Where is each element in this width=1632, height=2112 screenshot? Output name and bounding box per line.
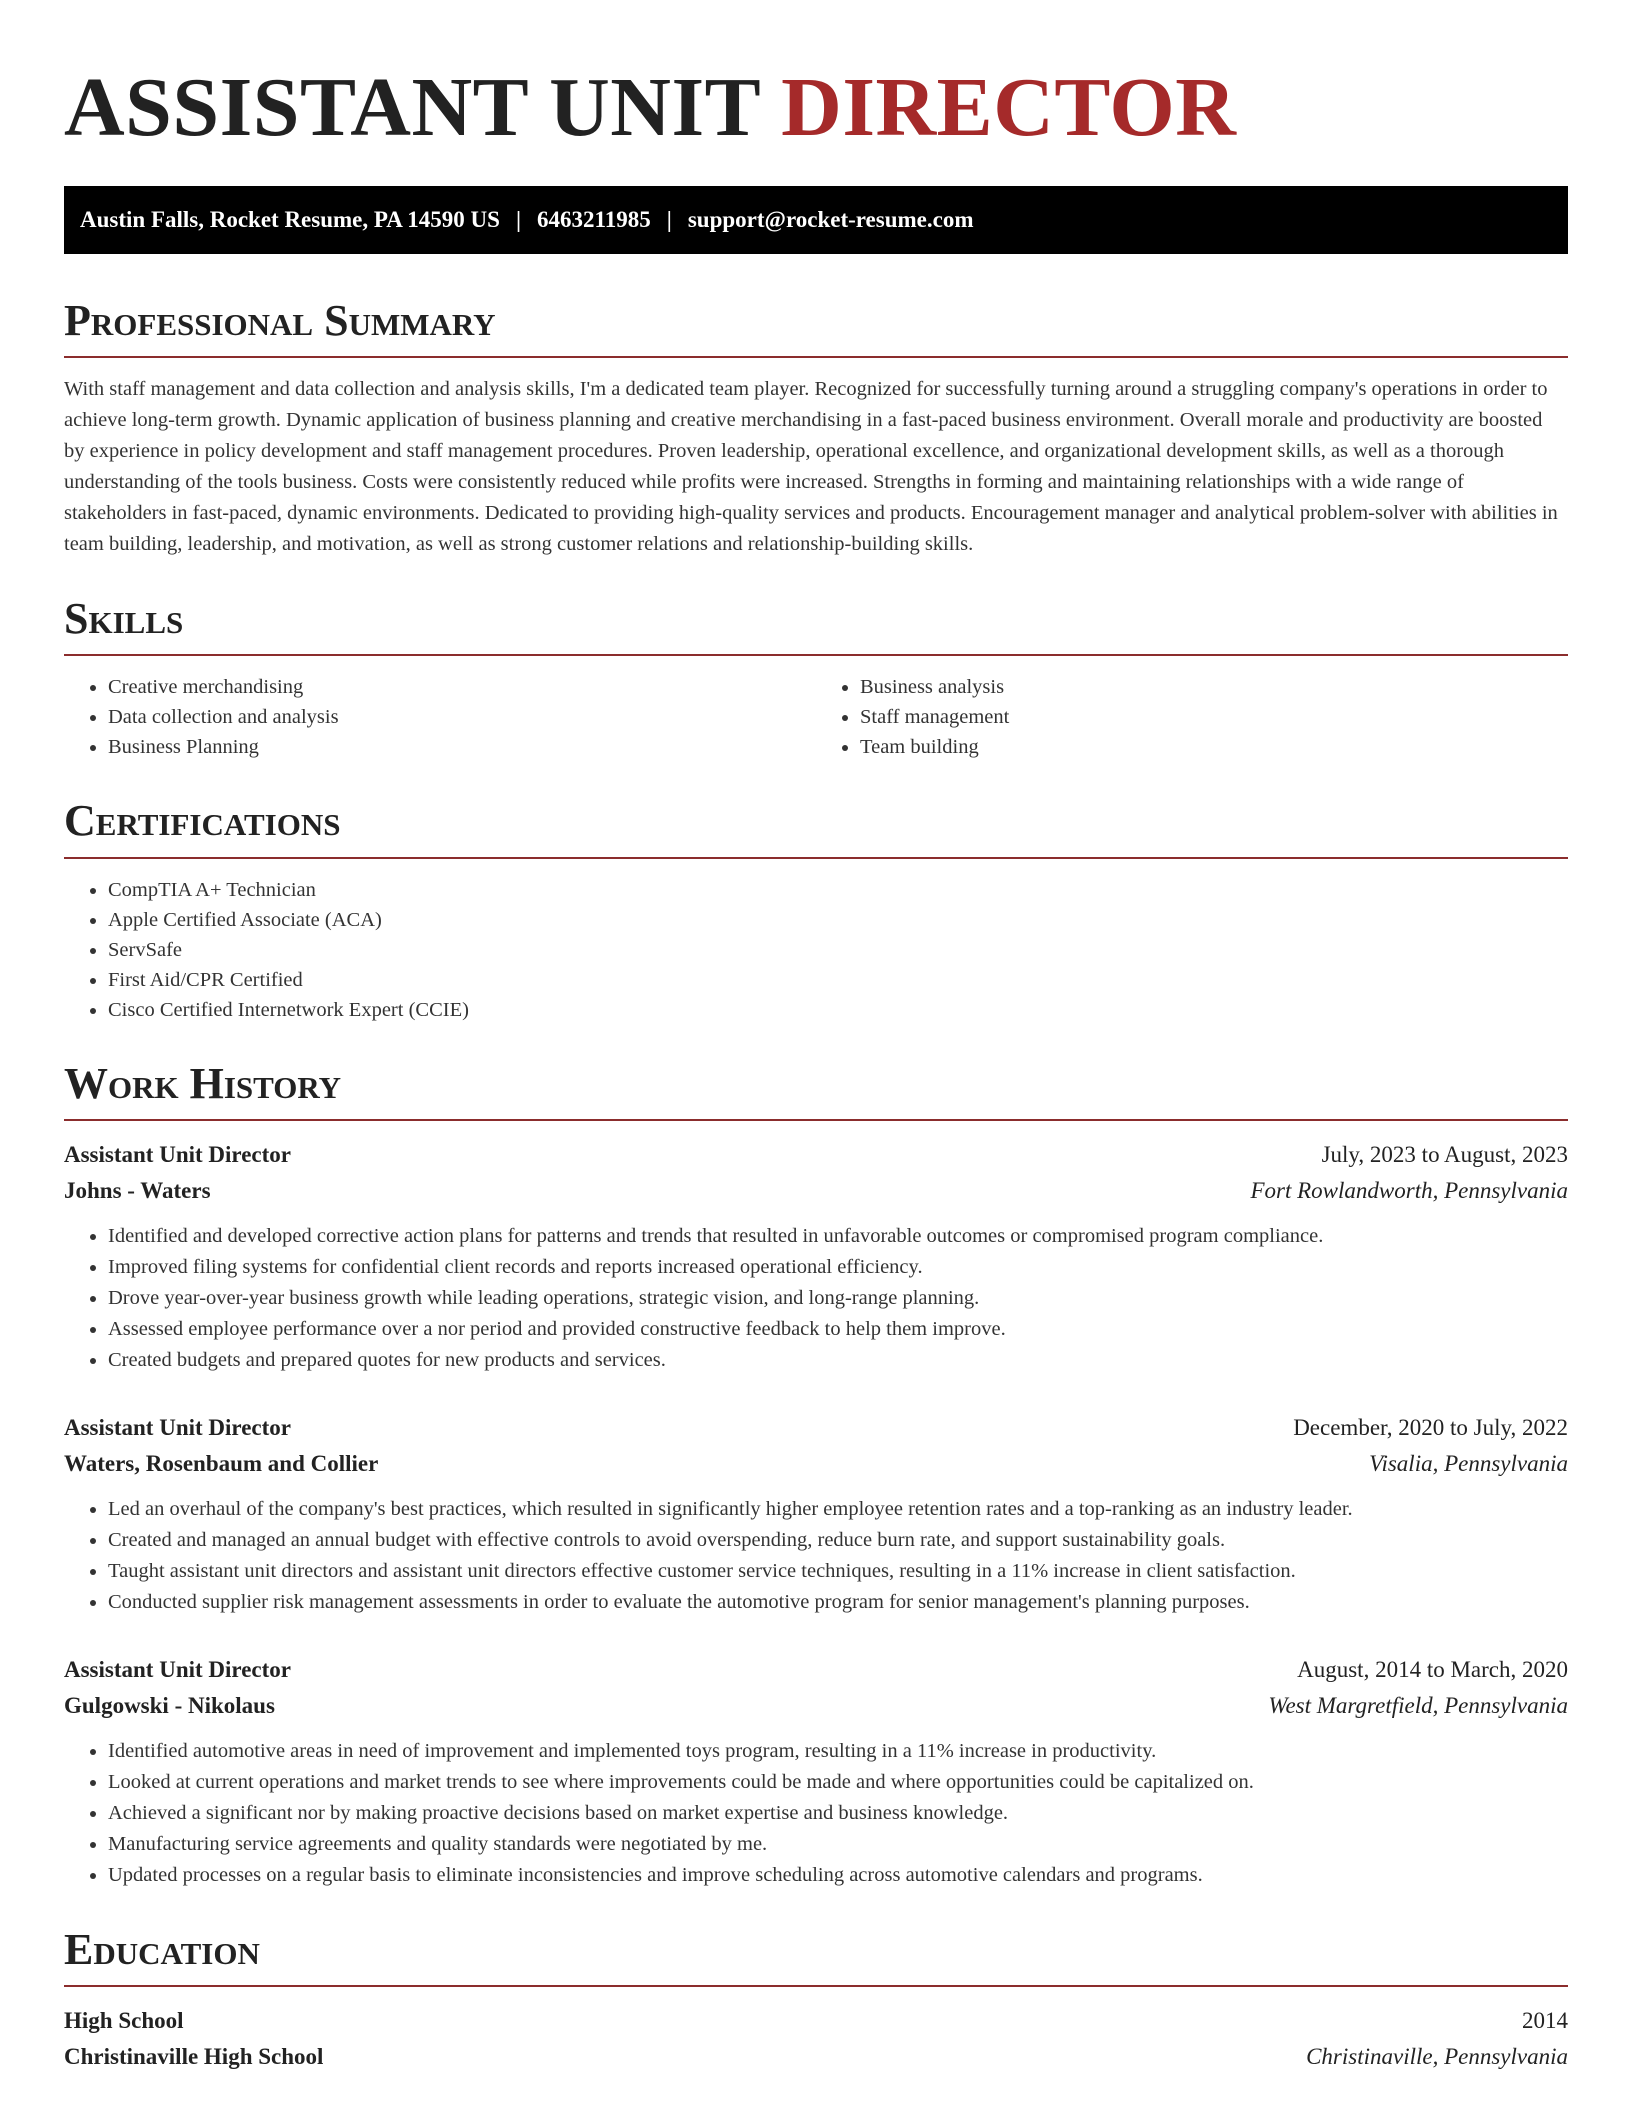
contact-phone[interactable]: 6463211985 [537, 207, 651, 232]
job-duty-item: • Looked at current operations and market trends to see where improvements could be made and where opportunities could be capitalized on. [108, 1767, 1568, 1798]
skill-item: • Business Planning [108, 732, 816, 762]
job-header-row [64, 1410, 1568, 1446]
resume-title [64, 61, 1568, 154]
education-degree: High School [64, 2007, 184, 2033]
contact-address: Austin Falls, Rocket Resume, PA 14590 US [80, 207, 500, 232]
job-duty-item: • Assessed employee performance over a nor period and provided constructive feedback to help them improve. [108, 1314, 1568, 1345]
job-title: Assistant Unit Director [64, 1414, 291, 1440]
education-entry [64, 2003, 1568, 2075]
certification-item: • ServSafe [108, 935, 1568, 965]
job-title: Assistant Unit Director [64, 1656, 291, 1682]
skills-list-right [816, 672, 1568, 762]
contact-email[interactable]: support@rocket-resume.com [687, 207, 974, 232]
job-duty-item: • Drove year-over-year business growth while leading operations, strategic vision, and long-range planning. [108, 1283, 1568, 1314]
job-duty-item: • Created budgets and prepared quotes for new products and services. [108, 1345, 1568, 1376]
certification-item: • CompTIA A+ Technician [108, 875, 1568, 905]
certification-item: • Apple Certified Associate (ACA) [108, 905, 1568, 935]
contact-separator: | [666, 207, 672, 232]
skills-list-left [64, 672, 816, 762]
job-entry [64, 1652, 1568, 1891]
contact-separator: | [515, 207, 522, 232]
section-divider [64, 857, 1568, 859]
job-company: Waters, Rosenbaum and Collier [64, 1450, 379, 1476]
job-company: Gulgowski - Nikolaus [64, 1692, 275, 1718]
job-duty-item: • Conducted supplier risk management assessments in order to evaluate the automotive program for senior management's planning purposes. [108, 1587, 1568, 1618]
education-heading: Education [64, 1924, 260, 1974]
section-divider [64, 1985, 1568, 1987]
job-duties-list [64, 1736, 1568, 1891]
skills-heading: Skills [64, 594, 184, 644]
certification-item: • First Aid/CPR Certified [108, 965, 1568, 995]
education-header-row [64, 2003, 1568, 2039]
skill-item: • Data collection and analysis [108, 702, 816, 732]
section-divider [64, 356, 1568, 358]
section-divider [64, 654, 1568, 656]
job-duties-list [64, 1494, 1568, 1618]
section-divider [64, 1119, 1568, 1121]
job-company-row [64, 1446, 1568, 1482]
job-company-row [64, 1173, 1568, 1209]
education-school-row [64, 2039, 1568, 2075]
job-duty-item: • Identified and developed corrective action plans for patterns and trends that resulted in unfavorable outcomes or compromised program compliance. [108, 1221, 1568, 1252]
skill-item: • Creative merchandising [108, 672, 816, 702]
job-company: Johns - Waters [64, 1177, 211, 1203]
job-location: West Margretfield, Pennsylvania [1268, 1692, 1568, 1718]
job-location: Visalia, Pennsylvania [1369, 1450, 1568, 1476]
job-title: Assistant Unit Director [64, 1141, 291, 1167]
job-dates: December, 2020 to July, 2022 [1293, 1414, 1568, 1440]
job-duty-item: • Updated processes on a regular basis to eliminate inconsistencies and improve scheduling across automotive calendars and programs. [108, 1860, 1568, 1891]
certifications-heading: Certifications [64, 796, 341, 846]
summary-heading: Professional Summary [64, 296, 496, 345]
work-history-heading: Work History [64, 1058, 342, 1108]
job-duty-item: • Identified automotive areas in need of improvement and implemented toys program, resulting in a 11% increase in productivity. [108, 1736, 1568, 1767]
title-accent: DIRECTOR [781, 61, 1237, 154]
job-header-row [64, 1137, 1568, 1173]
job-entry [64, 1137, 1568, 1376]
job-duty-item: • Achieved a significant nor by making proactive decisions based on market expertise and business knowledge. [108, 1798, 1568, 1829]
job-dates: August, 2014 to March, 2020 [1297, 1656, 1568, 1682]
job-duty-item: • Taught assistant unit directors and assistant unit directors effective customer service techniques, resulting in a 11% increase in client satisfaction. [108, 1556, 1568, 1587]
summary-text: With staff management and data collection and analysis skills, I'm a dedicated team player. Recognized for successfully turning around a struggling company's operations in order to achieve long-term growth. Dynamic application of business planning and creative merchandising in a fast-paced business environment. Overall morale and productivity are boosted by experience in policy development and staff management procedures. Proven leadership, operational excellence, and organizational development skills, as well as a thorough understanding of the tools business. Costs were consistently reduced while profits were increased. Strengths in forming and maintaining relationships with a wide range of stakeholders in fast-paced, dynamic environments. Dedicated to providing high-quality services and products. Encouragement manager and analytical problem-solver with abilities in team building, leadership, and motivation, as well as strong customer relations and relationship-building skills. [64, 378, 1558, 556]
skill-item: • Business analysis [860, 672, 1568, 702]
job-entry [64, 1410, 1568, 1618]
title-main: ASSISTANT UNIT [64, 61, 760, 154]
job-location: Fort Rowlandworth, Pennsylvania [1250, 1177, 1568, 1203]
certifications-list [64, 875, 1568, 1025]
skill-item: • Team building [860, 732, 1568, 762]
job-duty-item: • Created and managed an annual budget with effective controls to avoid overspending, reduce burn rate, and support sustainability goals. [108, 1525, 1568, 1556]
job-duties-list [64, 1221, 1568, 1376]
job-duty-item: • Manufacturing service agreements and quality standards were negotiated by me. [108, 1829, 1568, 1860]
job-company-row [64, 1688, 1568, 1724]
job-header-row [64, 1652, 1568, 1688]
education-year: 2014 [1522, 2007, 1568, 2033]
job-dates: July, 2023 to August, 2023 [1321, 1141, 1568, 1167]
certification-item: • Cisco Certified Internetwork Expert (CCIE) [108, 995, 1568, 1025]
job-duty-item: • Improved filing systems for confidential client records and reports increased operational efficiency. [108, 1252, 1568, 1283]
skills-grid [64, 672, 1568, 762]
contact-bar [64, 186, 1568, 254]
job-duty-item: • Led an overhaul of the company's best practices, which resulted in significantly higher employee retention rates and a top-ranking as an industry leader. [108, 1494, 1568, 1525]
skill-item: • Staff management [860, 702, 1568, 732]
education-school: Christinaville High School [64, 2043, 324, 2069]
education-location: Christinaville, Pennsylvania [1306, 2043, 1568, 2069]
